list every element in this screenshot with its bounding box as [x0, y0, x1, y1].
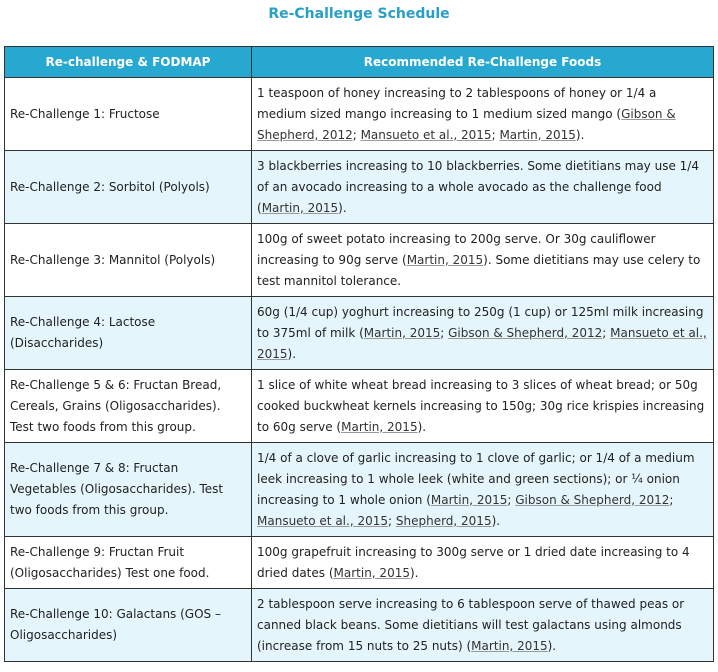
- foods-text: 100g of sweet potato increasing to 200g serve. Or 30g cauliflower increasing to 90g serve (: [257, 231, 656, 267]
- foods-text: ).: [409, 565, 419, 580]
- foods-text: 1 teaspoon of honey increasing to 2 tablespoons of honey or 1/4 a medium sized mango increasing to 1 medium sized mango (: [257, 85, 657, 121]
- citation-link[interactable]: Gibson & Shepherd, 2012: [515, 492, 670, 507]
- foods-text: ;: [602, 325, 611, 340]
- foods-cell: [252, 589, 714, 662]
- table-row: [5, 370, 714, 443]
- foods-cell: [252, 151, 714, 224]
- citation-link[interactable]: Martin, 2015: [261, 200, 339, 215]
- table-row: [5, 589, 714, 662]
- table-row: [5, 297, 714, 370]
- foods-text: ).: [338, 200, 347, 215]
- table-header-row: [5, 47, 714, 78]
- citation-link[interactable]: Martin, 2015: [333, 565, 410, 580]
- challenge-cell: Re-Challenge 3: Mannitol (Polyols): [5, 224, 252, 297]
- challenge-cell: Re-Challenge 5 & 6: Fructan Bread, Cereals, Grains (Oligosaccharides). Test two foods from this group.: [5, 370, 252, 443]
- foods-text: ;: [491, 127, 500, 142]
- citation-link[interactable]: Mansueto et al., 2015: [257, 325, 707, 361]
- foods-text: 2 tablespoon serve increasing to 6 tablespoon serve of thawed peas or canned black beans. Some dietitians will test galactans using almonds (increase from 15 nuts to 25 nuts) (: [257, 596, 685, 653]
- page-title: Re-Challenge Schedule: [268, 6, 450, 22]
- foods-cell: [252, 370, 714, 443]
- foods-text: 60g (1/4 cup) yoghurt increasing to 250g (1 cup) or 125ml milk increasing to 375ml of milk (: [257, 304, 704, 340]
- foods-text: ).: [547, 638, 557, 653]
- foods-text: ;: [440, 325, 449, 340]
- foods-text: ).: [287, 346, 297, 361]
- citation-link[interactable]: Mansueto et al., 2015: [360, 127, 492, 142]
- citation-link[interactable]: Gibson & Shepherd, 2012: [448, 325, 603, 340]
- foods-text: ;: [507, 492, 516, 507]
- foods-text: ). Some dietitians may use celery to test mannitol tolerance.: [257, 252, 701, 288]
- citation-link[interactable]: Martin, 2015: [341, 419, 418, 434]
- citation-link[interactable]: Gibson & Shepherd, 2012: [257, 106, 676, 142]
- citation-link[interactable]: Martin, 2015: [430, 492, 508, 507]
- table-row: [5, 151, 714, 224]
- column-header-challenge: Re-challenge & FODMAP: [5, 47, 252, 78]
- foods-cell: [252, 443, 714, 537]
- challenge-cell: Re-Challenge 1: Fructose: [5, 78, 252, 151]
- citation-link[interactable]: Shepherd, 2015: [395, 513, 492, 528]
- foods-cell: [252, 224, 714, 297]
- foods-text: ).: [417, 419, 427, 434]
- table-row: [5, 224, 714, 297]
- foods-text: ).: [575, 127, 585, 142]
- foods-cell: [252, 537, 714, 589]
- citation-link[interactable]: Martin, 2015: [363, 325, 441, 340]
- foods-text: ).: [491, 513, 501, 528]
- challenge-cell: Re-Challenge 10: Galactans (GOS – Oligosaccharides): [5, 589, 252, 662]
- citation-link[interactable]: Mansueto et al., 2015: [257, 513, 388, 528]
- foods-cell: [252, 78, 714, 151]
- foods-text: 1 slice of white wheat bread increasing to 3 slices of wheat bread; or 50g cooked buckwheat kernels increasing to 150g; 30g rice krispies increasing to 60g serve (: [257, 377, 705, 434]
- citation-link[interactable]: Martin, 2015: [471, 638, 548, 653]
- foods-text: 3 blackberries increasing to 10 blackberries. Some dietitians may use 1/4 of an avocado increasing to a whole avocado as the challenge food (: [257, 158, 699, 215]
- table-row: [5, 78, 714, 151]
- citation-link[interactable]: Martin, 2015: [406, 252, 484, 267]
- challenge-cell: Re-Challenge 4: Lactose (Disaccharides): [5, 297, 252, 370]
- foods-text: ;: [388, 513, 396, 528]
- foods-text: ;: [352, 127, 361, 142]
- foods-text: ;: [669, 492, 674, 507]
- challenge-cell: Re-Challenge 2: Sorbitol (Polyols): [5, 151, 252, 224]
- table-row: [5, 443, 714, 537]
- foods-cell: [252, 297, 714, 370]
- challenge-cell: Re-Challenge 9: Fructan Fruit (Oligosaccharides) Test one food.: [5, 537, 252, 589]
- challenge-cell: Re-Challenge 7 & 8: Fructan Vegetables (Oligosaccharides). Test two foods from this group.: [5, 443, 252, 537]
- foods-text: 1/4 of a clove of garlic increasing to 1 clove of garlic; or 1/4 of a medium leek increasing to 1 whole leek (white and green sections); or ¼ onion increasing to 1 whole onion (: [257, 450, 695, 507]
- table-row: [5, 537, 714, 589]
- column-header-foods: Recommended Re-Challenge Foods: [252, 47, 714, 78]
- foods-text: 100g grapefruit increasing to 300g serve or 1 dried date increasing to 4 dried dates (: [257, 544, 690, 580]
- rechallenge-table: [4, 46, 714, 662]
- citation-link[interactable]: Martin, 2015: [499, 127, 576, 142]
